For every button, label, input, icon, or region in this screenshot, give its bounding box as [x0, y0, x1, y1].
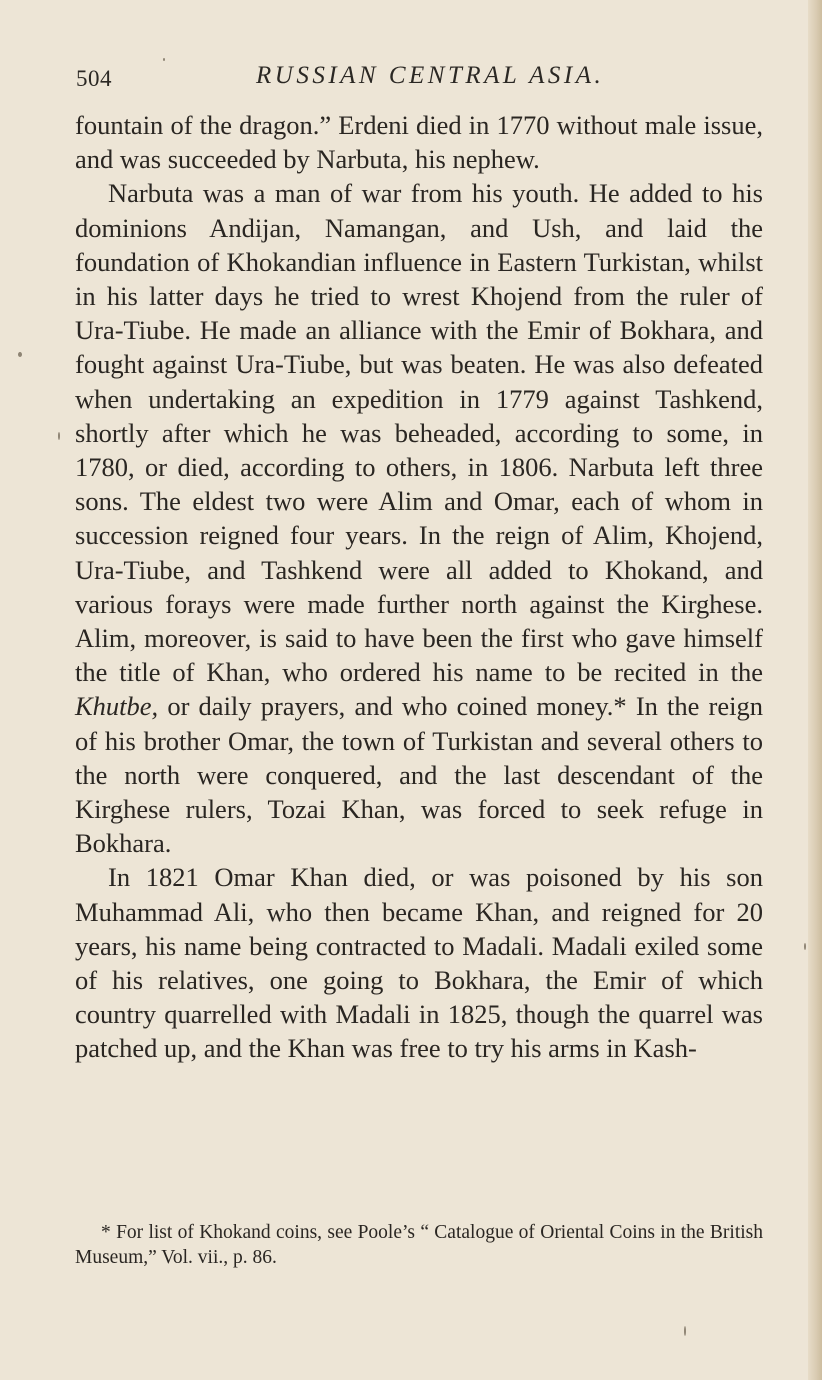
page-number: 504	[76, 66, 112, 91]
paper-speck	[163, 58, 165, 61]
paragraph-2-tail: or daily prayers, and who coined money.* In the reign of his brother Omar, the town of Turkistan and several others to the north were conquered, and the last descendant of the Kirghese rulers, Tozai Khan, was forced to seek refuge in Bokhara.	[75, 691, 764, 859]
footnote: * For list of Khokand coins, see Poole’s “ Catalogue of Oriental Coins in the British Museum,” Vol. vii., p. 86.	[75, 1222, 763, 1268]
paragraph-1: fountain of the dragon.” Erdeni died in 1770 without male issue, and was succeeded by Narbuta, his nephew.	[75, 110, 763, 175]
body-text	[75, 108, 763, 1066]
paper-speck	[18, 352, 22, 357]
page-edge-shadow	[808, 0, 822, 1380]
paper-speck	[684, 1326, 686, 1336]
khutbe-italic: Khutbe,	[75, 691, 159, 722]
paragraph-3: In 1821 Omar Khan died, or was poisoned by his son Muhammad Ali, who then became Khan, and reigned for 20 years, his name being contracted to Madali. Madali exiled some of his relatives, one going to Bokhara, the Emir of which country quarrelled with Madali in 1825, though the quarrel was patched up, and the Khan was free to try his arms in Kash-	[75, 862, 763, 1064]
running-head	[76, 62, 762, 96]
paragraph-2	[75, 176, 763, 860]
running-title: RUSSIAN CENTRAL ASIA.	[256, 62, 605, 89]
paper-speck	[58, 432, 60, 440]
paper-speck	[804, 943, 806, 950]
paragraph-2-text: Narbuta was a man of war from his youth. He added to his dominions Andijan, Namangan, and Ush, and laid the foundation of Khokandian influence in Eastern Turkistan, whilst in his latter days he tried to wrest Khojend from the ruler of Ura-Tiube. He made an alliance with the Emir of Bokhara, and fought against Ura-Tiube, but was beaten. He was also defeated when undertaking an expedition in 1779 against Tashkend, shortly after which he was beheaded, according to some, in 1780, or died, according to others, in 1806. Narbuta left three sons. The eldest two were Alim and Omar, each of whom in succession reigned four years. In the reign of Alim, Khojend, Ura-Tiube, and Tashkend were all added to Khokand, and various forays were made further north against the Kirghese. Alim, moreover, is said to have been the first who gave himself the title of Khan, who ordered his name to be recited in the	[75, 178, 763, 688]
